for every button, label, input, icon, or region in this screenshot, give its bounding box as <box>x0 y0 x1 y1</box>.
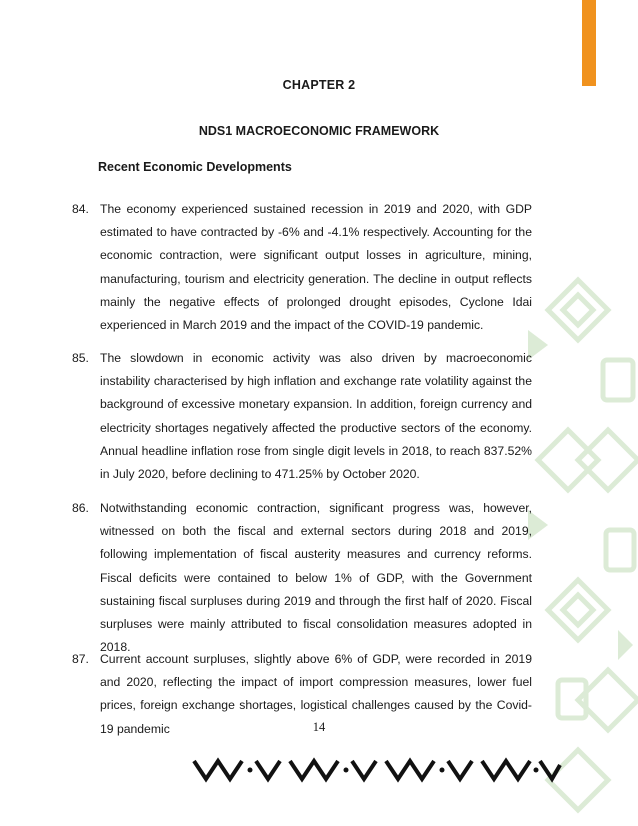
orange-page-tab <box>582 0 596 86</box>
paragraph-text: The economy experienced sustained recession in 2019 and 2020, with GDP estimated to have contracted by -6% and -4.1% respectively. Accounting for the economic contraction, were significant output losses in agriculture, mining, manufacturing, tourism and electricity generation. The decline in output reflects mainly the negative effects of prolonged drought episodes, Cyclone Idai experienced in March 2019 and the impact of the COVID-19 pandemic. <box>100 202 532 333</box>
page-number: 14 <box>312 720 326 734</box>
decorative-side-pattern <box>518 250 638 826</box>
decorative-footer-band <box>190 755 562 785</box>
chapter-title: NDS1 MACROECONOMIC FRAMEWORK <box>198 124 440 138</box>
section-heading: Recent Economic Developments <box>98 160 292 174</box>
paragraph <box>72 347 532 486</box>
paragraph <box>72 198 532 337</box>
paragraph-number: 87. <box>72 652 89 666</box>
chapter-heading: CHAPTER 2 <box>282 78 356 92</box>
paragraph <box>72 497 532 659</box>
paragraph-number: 86. <box>72 501 89 515</box>
paragraph-text: Current account surpluses, slightly above 6% of GDP, were recorded in 2019 and 2020, reflecting the impact of import compression measures, lower fuel prices, foreign exchange shortages, logistical challenges caused by the Covid-19 pandemic <box>100 652 532 736</box>
paragraph-text: Notwithstanding economic contraction, significant progress was, however, witnessed on both the fiscal and external sectors during 2018 and 2019, following implementation of fiscal austerity measures and currency reforms. Fiscal deficits were contained to below 1% of GDP, with the Government sustaining fiscal surpluses during 2019 and through the first half of 2020. Fiscal surpluses were mainly attributed to fiscal consolidation measures adopted in 2018. <box>100 501 532 655</box>
paragraph-text: The slowdown in economic activity was also driven by macroeconomic instability characterised by high inflation and exchange rate volatility against the background of excessive monetary expansion. In addition, foreign currency and electricity shortages negatively affected the productive sectors of the economy. Annual headline inflation rose from single digit levels in 2018, to reach 837.52% in July 2020, before declining to 471.25% by October 2020. <box>100 351 532 482</box>
paragraph-number: 85. <box>72 351 89 365</box>
paragraph-number: 84. <box>72 202 89 216</box>
